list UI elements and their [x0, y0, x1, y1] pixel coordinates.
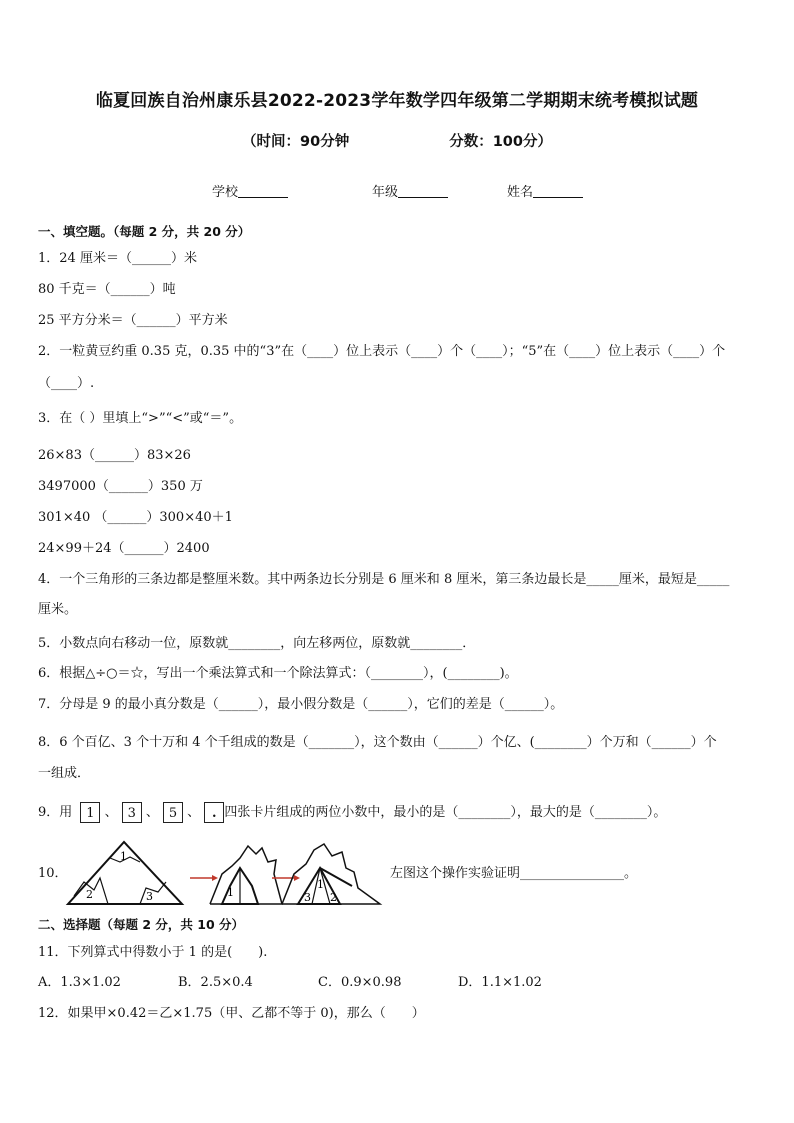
- q11-stem: 11．下列算式中得数小于 1 的是( ).: [38, 945, 268, 960]
- decimal-point-card: .: [204, 802, 224, 823]
- angle-label: 1: [317, 878, 324, 891]
- q8-line2: 一组成．: [38, 766, 91, 781]
- option-b[interactable]: B．2.5×0.4: [178, 975, 253, 990]
- q7: 7．分母是 9 的最小真分数是（______），最小假分数是（______），它们的差是（______）。: [38, 697, 564, 712]
- exam-time: （时间：90分钟: [242, 134, 350, 150]
- school-label: 学校: [212, 185, 239, 200]
- exam-score: 分数：100分）: [449, 134, 552, 150]
- grade-label: 年级: [372, 185, 399, 200]
- number-card-1: 1: [80, 802, 100, 823]
- triangle-angle-experiment-figure: [62, 838, 392, 910]
- angle-label: 1: [120, 850, 127, 863]
- q3-b: 3497000（______）350 万: [38, 479, 203, 494]
- card-separator: 、: [104, 805, 118, 820]
- q4-line2: 厘米。: [38, 602, 78, 617]
- angle-label: 2: [330, 891, 337, 904]
- q9: [38, 801, 666, 825]
- number-card-3: 3: [122, 802, 142, 823]
- name-field[interactable]: [507, 181, 583, 200]
- tear-line-right: [140, 882, 166, 904]
- q3-stem: 3．在（ ）里填上“>”“<”或“＝”。: [38, 411, 243, 426]
- q9-prefix: 9．用: [38, 805, 73, 820]
- card-separator: 、: [145, 805, 159, 820]
- name-label: 姓名: [507, 185, 534, 200]
- school-field[interactable]: [212, 181, 288, 200]
- option-d[interactable]: D．1.1×1.02: [458, 975, 542, 990]
- grade-blank[interactable]: [398, 184, 448, 198]
- name-blank[interactable]: [533, 184, 583, 198]
- option-a[interactable]: A．1.3×1.02: [38, 975, 121, 990]
- angle-label: 2: [86, 888, 93, 901]
- triangle-step-two: [210, 846, 282, 904]
- number-card-5: 5: [163, 802, 183, 823]
- q4-line1: 4．一个三角形的三条边都是整厘米数。其中两条边长分别是 6 厘米和 8 厘米，第三条边最长是_____厘米，最短是_____: [38, 572, 730, 587]
- school-blank[interactable]: [238, 184, 288, 198]
- q3-a: 26×83（______）83×26: [38, 448, 191, 463]
- q12-stem: 12．如果甲×0.42＝乙×1.75（甲、乙都不等于 0)，那么（ ）: [38, 1006, 425, 1021]
- q1-a: 1．24 厘米＝（______）米: [38, 251, 197, 266]
- q6: 6．根据△÷○＝☆，写出一个乘法算式和一个除法算式：（________），(________)。: [38, 666, 518, 681]
- q9-suffix: 四张卡片组成的两位小数中，最小的是（________），最大的是（________）。: [224, 805, 667, 820]
- section-choice-heading: 二、选择题（每题 2 分，共 10 分）: [38, 917, 245, 932]
- exam-meta: [0, 130, 794, 151]
- arrow-icon: [190, 875, 218, 881]
- angle-label: 3: [146, 890, 153, 903]
- q8-line1: 8．6 个百亿、3 个十万和 4 个千组成的数是（_______），这个数由（______）个亿、(________）个万和（______）个: [38, 735, 717, 750]
- q3-c: 301×40 （______）300×40＋1: [38, 510, 233, 525]
- page-title: 临夏回族自治州康乐县2022-2023学年数学四年级第二学期期末统考模拟试题: [95, 91, 699, 111]
- q3-d: 24×99＋24（______）2400: [38, 541, 210, 556]
- grade-field[interactable]: [372, 181, 448, 200]
- angle-label: 1: [227, 886, 234, 899]
- card-separator: 、: [187, 805, 201, 820]
- torn-triangle-outline: [210, 846, 282, 904]
- q10-number: 10．: [38, 866, 68, 881]
- q1-b: 80 千克＝（______）吨: [38, 282, 176, 297]
- q2-line2: （____）.: [38, 376, 95, 391]
- q10-text: 左图这个操作实验证明________________。: [390, 866, 638, 881]
- q1-c: 25 平方分米＝（______）平方米: [38, 313, 228, 328]
- q2-line1: 2．一粒黄豆约重 0.35 克，0.35 中的“3”在（____）位上表示（____）个（____）；“5”在（____）位上表示（____）个: [38, 344, 726, 359]
- section-fill-heading: 一、填空题。（每题 2 分，共 20 分）: [38, 224, 251, 239]
- angle-label: 3: [304, 891, 311, 904]
- q5: 5．小数点向右移动一位，原数就________，向左移两位，原数就________．: [38, 636, 476, 651]
- option-c[interactable]: C．0.9×0.98: [318, 975, 402, 990]
- q11-options: [38, 975, 598, 991]
